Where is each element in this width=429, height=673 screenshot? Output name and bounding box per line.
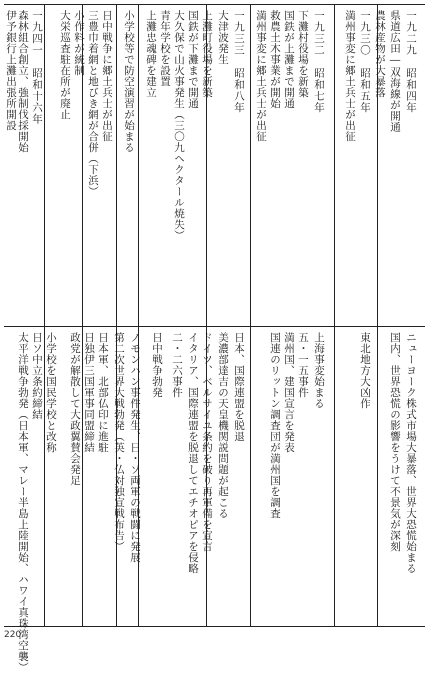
world-event: 日中戦争勃発 bbox=[151, 332, 163, 398]
middle-rule bbox=[4, 326, 425, 327]
local-event: 下灘村役場を新築 bbox=[297, 10, 309, 98]
world-event: 二・二六事件 bbox=[171, 332, 183, 398]
group-separator bbox=[250, 4, 251, 326]
world-event: 国連のリットン調査団が満州国を調査 bbox=[269, 332, 281, 519]
local-event: 満州事変に郷土兵士が出征 bbox=[344, 10, 356, 142]
top-rule bbox=[4, 4, 425, 5]
group-separator bbox=[250, 326, 251, 626]
world-event: 東北地方大凶作 bbox=[359, 332, 371, 409]
world-event: 日本軍、北部仏印に進駐 bbox=[97, 332, 109, 453]
local-event: 小作料が統制 bbox=[73, 10, 85, 76]
world-event: 日本、国際連盟を脱退 bbox=[233, 332, 245, 442]
world-event: 五・一五事件 bbox=[297, 332, 309, 398]
local-event: 県道広田―双海線が開通 bbox=[389, 10, 401, 133]
local-event: 国鉄が下灘まで開通 bbox=[187, 10, 199, 109]
local-event: 救農土木事業が開始 bbox=[269, 10, 281, 109]
group-separator bbox=[138, 4, 139, 326]
year-label: 一九二九 昭和四年 bbox=[405, 10, 417, 114]
world-event: 小学校を国民学校と改称 bbox=[45, 332, 57, 453]
local-event: 三豊巾着網と地びき網が合併（下浜） bbox=[87, 10, 99, 197]
world-event: 満州国、建国宣言を発表 bbox=[283, 332, 295, 453]
year-label: 一九三二 昭和七年 bbox=[313, 10, 325, 114]
world-event: 日独伊三国軍事同盟締結 bbox=[83, 332, 95, 453]
world-event: 上海事変始まる bbox=[313, 332, 325, 409]
local-event: 大津波発生 bbox=[217, 10, 229, 65]
local-event: 満州事変に郷土兵士が出征 bbox=[255, 10, 267, 142]
year-label: 一九三〇 昭和五年 bbox=[359, 10, 371, 114]
local-event: 農林産物が大暴落 bbox=[374, 10, 386, 98]
group-separator bbox=[116, 4, 117, 326]
world-event: 美濃部達吉の天皇機関説問題が起こる bbox=[217, 332, 229, 519]
world-event: 国内、世界恐慌の影響をうけて不景気が深刻 bbox=[389, 332, 401, 552]
local-event: 伊予銀行上灘出張所開設 bbox=[5, 10, 17, 131]
world-event: 日ソ中立条約締結 bbox=[31, 332, 43, 420]
world-event: ニューヨーク株式市場大暴落、世界大恐慌始まる bbox=[405, 332, 417, 574]
local-event: 上灘忠魂碑を建立 bbox=[145, 10, 157, 98]
world-event: 第二次世界大戦勃発（英・仏対独宣戦布告） bbox=[113, 332, 125, 552]
local-event: 小学校等で防空演習が始まる bbox=[123, 10, 135, 153]
group-separator bbox=[377, 326, 378, 626]
local-event: 森林組合創立、強制伐採開始 bbox=[17, 10, 29, 153]
local-event: 国鉄が上灘まで開通 bbox=[283, 10, 295, 109]
world-event: ノモンハン事件発生、日・ソ両軍の戦闘に発展 bbox=[129, 332, 141, 563]
world-event: 太平洋戦争勃発（日本軍、マレー半島上陸開始、ハワイ真珠湾空襲） bbox=[17, 332, 29, 673]
group-separator bbox=[334, 4, 335, 326]
local-event: 日中戦争に郷土兵士が出征 bbox=[101, 10, 113, 142]
world-event: 政党が解散して大政翼賛会発足 bbox=[69, 332, 81, 486]
local-event: 上灘町役場を新築 bbox=[201, 10, 213, 98]
local-event: 青年学校を設置 bbox=[159, 10, 171, 87]
group-separator bbox=[334, 326, 335, 626]
year-label: 一九四一 昭和十六年 bbox=[31, 10, 43, 125]
local-event: 大久保で山火事発生（三〇九ヘクタール焼失） bbox=[173, 10, 185, 241]
group-separator bbox=[44, 4, 45, 326]
year-label: 一九三三 昭和八年 bbox=[233, 10, 245, 114]
world-event: ドイツ、ベルサイユ条約を破り再軍備を宣言 bbox=[201, 332, 213, 552]
page-number: 220 bbox=[4, 630, 22, 640]
world-event: イタリア、国際連盟を脱退してエチオピアを侵略 bbox=[187, 332, 199, 574]
bottom-rule bbox=[4, 626, 425, 627]
local-event: 大栄巡査駐在所が廃止 bbox=[59, 10, 71, 120]
